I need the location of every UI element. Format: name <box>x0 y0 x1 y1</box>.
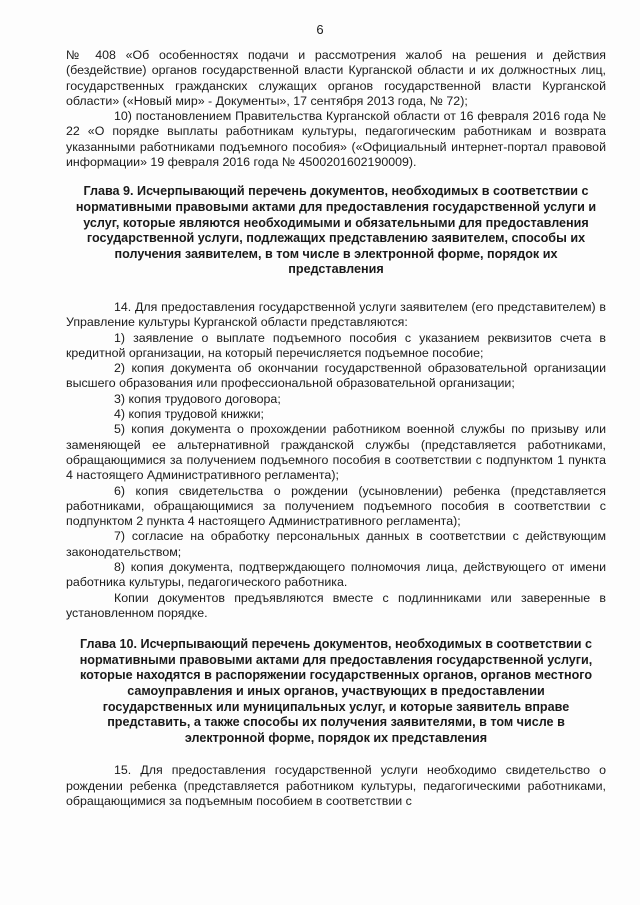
document-body <box>66 48 606 809</box>
chapter-10-lead: 15. Для предоставления государственной услуги необходимо свидетельство о рождении ребенка (представляется работником культуры, педагогическими работниками, обращающимися за подъемным пособием в соответствии с <box>66 763 606 808</box>
list-item: 3) копия трудового договора; <box>114 391 281 406</box>
intro-paragraph-2: 10) постановлением Правительства Курганской области от 16 февраля 2016 года № 22 «О порядке выплаты работникам культуры, педагогическим работникам и возврата указанными работниками подъемного пособия» («Официальный интернет-портал правовой информации» 19 февраля 2016 года № 4500201602190009). <box>66 109 606 170</box>
chapter-9-lead: 14. Для предоставления государственной услуги заявителем (его представителем) в Управление культуры Курганской области представляются: <box>66 299 606 330</box>
chapter-9-heading: Глава 9. Исчерпывающий перечень документов, необходимых в соответствии с нормативными правовыми актами для предоставления государственной услуги и услуг, которые являются необходимыми и обязательными для предоставления государственной услуги, подлежащих представлению заявителем, способы их получения заявителем, в том числе в электронной форме, порядок их представления <box>75 184 597 277</box>
list-item: 5) копия документа о прохождении работником военной службы по призыву или заменяющей ее альтернативной гражданской службы (представляется работниками, обращающимися за получением подъемного пособия в соответствии с подпунктом 1 пункта 4 настоящего Административного регламента); <box>66 422 606 483</box>
list-item: 1) заявление о выплате подъемного пособия с указанием реквизитов счета в кредитной организации, на который перечисляется подъемное пособие; <box>66 330 606 360</box>
list-item: 4) копия трудовой книжки; <box>114 407 264 422</box>
copies-note: Копии документов предъявляются вместе с подлинниками или заверенные в установленном порядке. <box>66 590 606 620</box>
page-number: 6 <box>316 22 324 37</box>
list-item: 7) согласие на обработку персональных данных в соответствии с действующим законодательством; <box>66 529 606 559</box>
list-item: 6) копия свидетельства о рождении (усыновлении) ребенка (представляется работниками, обращающимися за получением подъемного пособия в соответствии с подпунктом 2 пункта 4 настоящего Административного регламента); <box>66 483 606 529</box>
intro-paragraph-1: № 408 «Об особенностях подачи и рассмотрения жалоб на решения и действия (бездействие) органов государственной власти Курганской области и их должностных лиц, государственных гражданских служащих органов государственной власти Курганской области» («Новый мир» - Документы», 17 сентября 2013 года, № 72); <box>66 48 606 108</box>
list-item: 2) копия документа об окончании государственной образовательной организации высшего образования или профессиональной образовательной организации; <box>66 361 606 391</box>
list-item: 8) копия документа, подтверждающего полномочия лица, действующего от имени работника культуры, педагогического работника. <box>66 559 606 590</box>
chapter-10-heading: Глава 10. Исчерпывающий перечень документов, необходимых в соответствии с нормативными правовыми актами для предоставления государственной услуги, которые находятся в распоряжении государственных органов, органов местного самоуправления и иных органов, участвующих в предоставлении государственных или муниципальных услуг, и которые заявитель вправе представить, а также способы их получения заявителями, в том числе в электронной форме, порядок их представления <box>79 637 593 745</box>
